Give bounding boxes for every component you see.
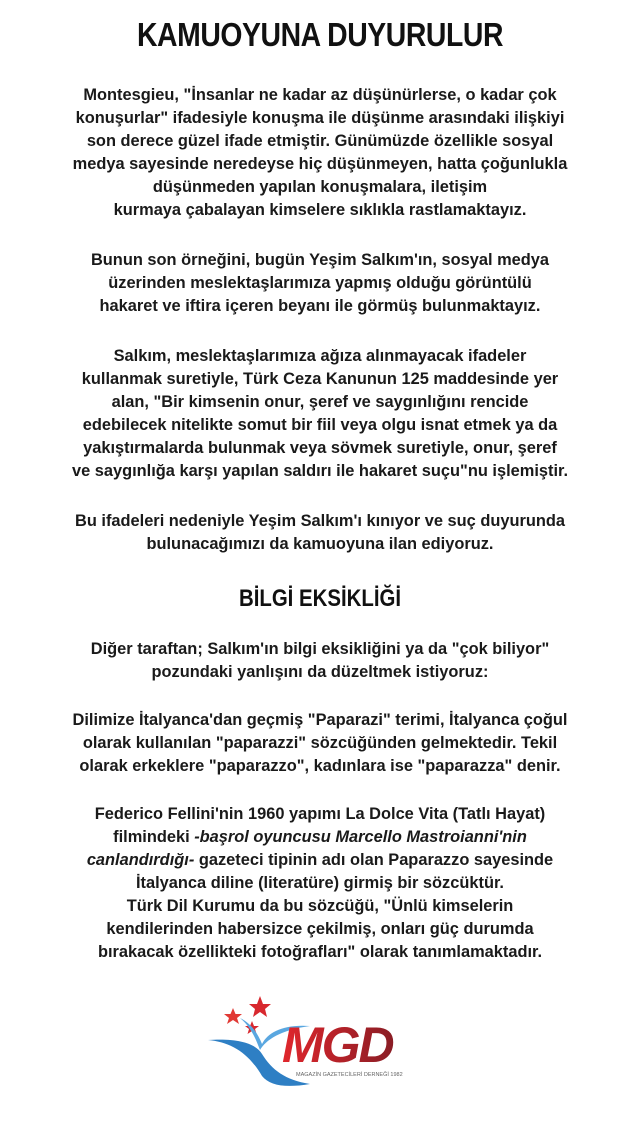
paragraph-condemnation bbox=[0, 510, 640, 556]
text-line: üzerinden meslektaşlarımıza yapmış olduğu görüntülü bbox=[108, 274, 532, 292]
text-normal: gazeteci tipinin adı olan Paparazzo sayesinde bbox=[194, 851, 554, 869]
text-line: Bu ifadeleri nedeniyle Yeşim Salkım'ı kınıyor ve suç duyurunda bbox=[74, 512, 566, 530]
text-line: konuşurlar" ifadesiyle konuşma ile düşünme arasındaki ilişkiyi bbox=[75, 109, 565, 127]
paragraph-etymology bbox=[0, 709, 640, 778]
text-line bbox=[0, 826, 640, 849]
svg-text:MGD: MGD bbox=[282, 1017, 393, 1073]
svg-text:MAGAZİN GAZETECİLERİ DERNEĞİ 1: MAGAZİN GAZETECİLERİ DERNEĞİ 1982 bbox=[296, 1072, 403, 1078]
text-line: hakaret ve iftira içeren beyanı ile görmüş bulunmaktayız. bbox=[99, 297, 541, 315]
text-line: düşünmeden yapılan konuşmalara, iletişim bbox=[152, 178, 488, 196]
star-icon bbox=[224, 1008, 242, 1024]
text-line: son derece güzel ifade etmiştir. Günümüzde özellikle sosyal bbox=[86, 132, 554, 150]
text-line: pozundaki yanlışını da düzeltmek istiyoruz: bbox=[151, 663, 489, 681]
text-line: Bunun son örneğini, bugün Yeşim Salkım'ın, sosyal medya bbox=[90, 251, 550, 269]
mgd-logo bbox=[200, 988, 450, 1088]
text-line: kullanmak suretiyle, Türk Ceza Kanunun 125 maddesinde yer bbox=[81, 370, 559, 388]
text-line: alan, "Bir kimsenin onur, şeref ve saygınlığını rencide bbox=[111, 393, 529, 411]
text-line: olarak erkeklere "paparazzo", kadınlara ise "paparazza" denir. bbox=[79, 757, 561, 775]
text-line: medya sayesinde neredeyse hiç düşünmeyen, hatta çoğunlukla bbox=[72, 155, 568, 173]
text-line: Montesgieu, "İnsanlar ne kadar az düşünürlerse, o kadar çok bbox=[83, 86, 557, 104]
text-line: Diğer taraftan; Salkım'ın bilgi eksikliğini ya da "çok biliyor" bbox=[90, 640, 550, 658]
text-line: kurmaya çabalayan kimselere sıklıkla rastlamaktayız. bbox=[113, 201, 527, 219]
text-line: Türk Dil Kurumu da bu sözcüğü, "Ünlü kimselerin bbox=[126, 897, 514, 915]
star-icon bbox=[249, 996, 271, 1017]
text-line bbox=[0, 849, 640, 872]
text-line: yakıştırmalarda bulunmak veya sövmek suretiyle, onur, şeref bbox=[83, 439, 557, 457]
text-line: Federico Fellini'nin 1960 yapımı La Dolce Vita (Tatlı Hayat) bbox=[94, 805, 546, 823]
text-line: olarak kullanılan "paparazzi" sözcüğünden gelmektedir. Tekil bbox=[82, 734, 558, 752]
paragraph-legal bbox=[0, 345, 640, 483]
section-heading: BİLGİ EKSİKLİĞİ bbox=[238, 585, 402, 612]
page-title: KAMUOYUNA DUYURULUR bbox=[136, 16, 504, 53]
text-line: İtalyanca diline (literatüre) girmiş bir sözcüktür. bbox=[136, 874, 504, 892]
text-line: Dilimize İtalyanca'dan geçmiş "Paparazi" terimi, İtalyanca çoğul bbox=[72, 711, 568, 729]
paragraph-example bbox=[0, 249, 640, 318]
paragraph-fellini bbox=[0, 803, 640, 964]
text-line: ve saygınlığa karşı yapılan saldırı ile hakaret suçu"nu işlemiştir. bbox=[71, 462, 569, 480]
paragraph-correction bbox=[0, 638, 640, 684]
text-normal: filmindeki bbox=[113, 828, 195, 846]
paragraph-intro bbox=[0, 84, 640, 222]
text-italic: -başrol oyuncusu Marcello Mastroianni'nin bbox=[194, 828, 527, 846]
text-line: bulunacağımızı da kamuoyuna ilan ediyoruz. bbox=[146, 535, 494, 553]
logo-graphic bbox=[200, 988, 450, 1088]
text-line: bırakacak özellikteki fotoğrafları" olarak tanımlamaktadır. bbox=[97, 943, 543, 961]
text-line: Salkım, meslektaşlarımıza ağıza alınmayacak ifadeler bbox=[113, 347, 527, 365]
text-line: kendilerinden habersizce çekilmiş, onları güç durumda bbox=[106, 920, 534, 938]
text-line: edebilecek nitelikte somut bir fiil veya olgu isnat etmek ya da bbox=[82, 416, 558, 434]
text-italic: canlandırdığı- bbox=[86, 851, 195, 869]
